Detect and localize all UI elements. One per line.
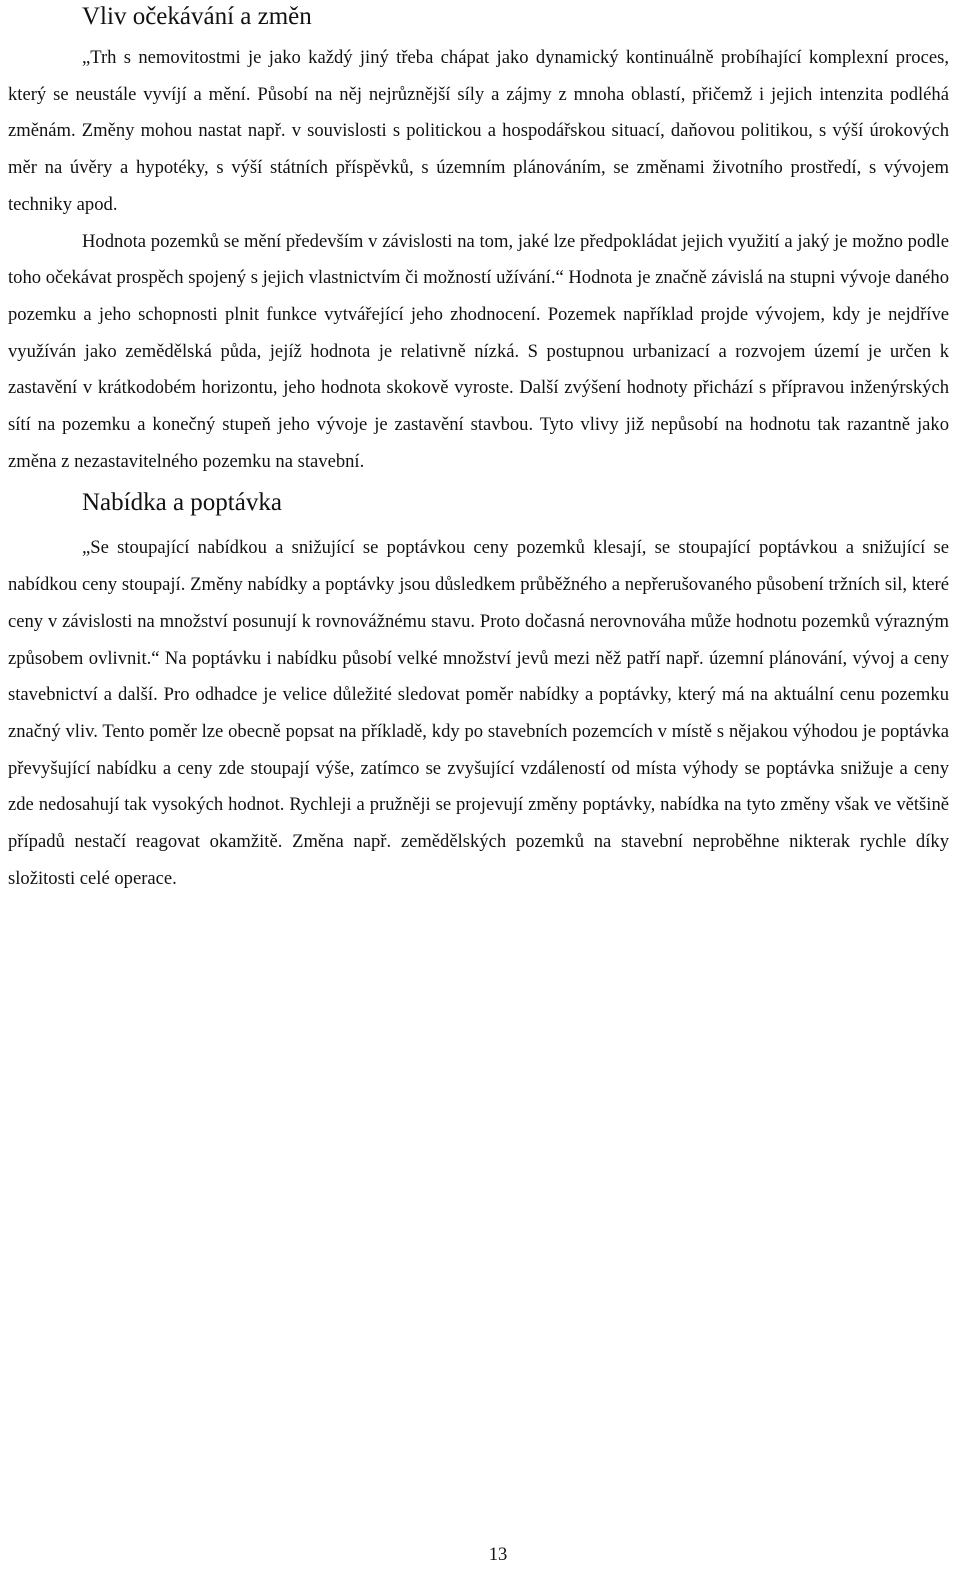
section-heading-expectations: Vliv očekávání a změn: [82, 3, 312, 30]
paragraph-supply-demand: „Se stoupající nabídkou a snižující se poptávkou ceny pozemků klesají, se stoupající poptávkou a snižující se nabídkou ceny stoupají. Změny nabídky a poptávky jsou důsledkem průběžného a nepřerušovaného působení tržních sil, které ceny v závislosti na množství posunují k rovnovážnému stavu. Proto dočasná nerovnováha může hodnotu pozemků výrazným způsobem ovlivnit.“ Na poptávku i nabídku působí velké množství jevů mezi něž patří např. územní plánování, vývoj a ceny stavebnictví a další. Pro odhadce je velice důležité sledovat poměr nabídky a poptávky, který má na aktuální cenu pozemku značný vliv. Tento poměr lze obecně popsat na příkladě, kdy po stavebních pozemcích v místě s nějakou výhodou je poptávka převyšující nabídku a ceny zde stoupají výše, zatímco se zvyšující vzdáleností od místa výhody se poptávka snižuje a ceny zde nedosahují tak vysokých hodnot. Rychleji a pružněji se projevují změny poptávky, nabídka na tyto změny však ve většině případů nestačí reagovat okamžitě. Změna např. zemědělských pozemků na stavební neproběhne nikterak rychle díky složitosti celé operace.: [8, 537, 949, 889]
paragraph-land-value: Hodnota pozemků se mění především v závislosti na tom, jaké lze předpokládat jejich využití a jaký je možno podle toho očekávat prospěch spojený s jejich vlastnictvím či možností užívání.“ Hodnota je značně závislá na stupni vývoje daného pozemku a jeho schopnosti plnit funkce vytvářející jeho zhodnocení. Pozemek například projde vývojem, kdy je nejdříve využíván jako zemědělská půda, jejíž hodnota je relativně nízká. S postupnou urbanizací a rozvojem území je určen k zastavění v krátkodobém horizontu, jeho hodnota skokově vyroste. Další zvýšení hodnoty přichází s přípravou inženýrských sítí na pozemku a konečný stupeň jeho vývoje je zastavění stavbou. Tyto vlivy již nepůsobí na hodnotu tak razantně jako změna z nezastavitelného pozemku na stavební.: [8, 230, 949, 472]
paragraph-market-dynamics: „Trh s nemovitostmi je jako každý jiný třeba chápat jako dynamický kontinuálně probíhající komplexní proces, který se neustále vyvíjí a mění. Působí na něj nejrůznější síly a zájmy z mnoha oblastí, přičemž i jejich intenzita podléhá změnám. Změny mohou nastat např. v souvislosti s politickou a hospodářskou situací, daňovou politikou, s výší úrokových měr na úvěry a hypotéky, s výší státních příspěvků, s územním plánováním, se změnami životního prostředí, s vývojem techniky apod.: [8, 47, 949, 215]
section-heading-supply-demand: Nabídka a poptávka: [82, 489, 282, 517]
page-number-text: 13: [488, 1544, 508, 1565]
document-page: [8, 0, 949, 897]
page-number: [0, 1542, 960, 1568]
